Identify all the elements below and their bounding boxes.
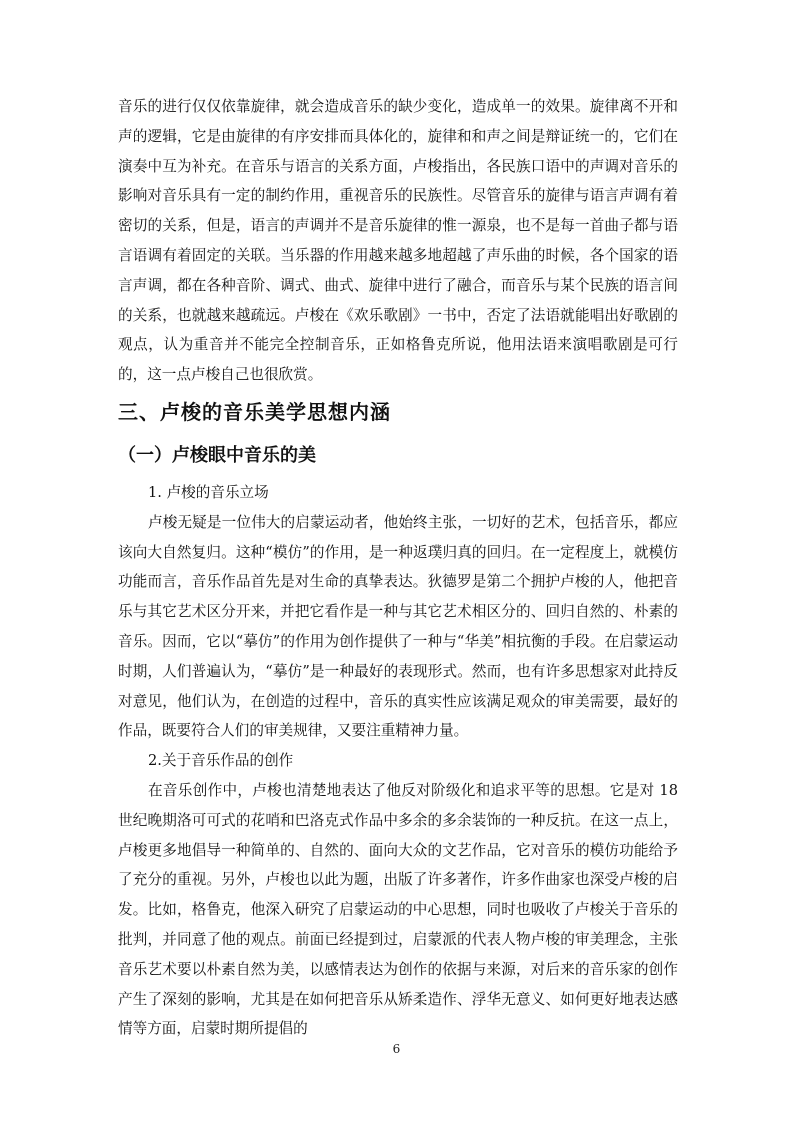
page-number: 6	[392, 1042, 401, 1056]
item2-heading: 2.关于音乐作品的创作	[148, 752, 294, 770]
item2-paragraph: 在音乐创作中，卢梭也清楚地表达了他反对阶级化和追求平等的思想。它是对 18 世纪晚期洛可可式的花哨和巴洛克式作品中多余的多余装饰的一种反抗。在这一点上，卢梭更多地倡导一种简单的、自然的、面向大众的文艺作品，它对音乐的模仿功能给予了充分的重视。另外，卢梭也以此为题，出版了许多著作，许多作曲家也深受卢梭的启发。比如，格鲁克，他深入研究了启蒙运动的中心思想，同时也吸收了卢梭关于音乐的批判，并同意了他的观点。前面已经提到过，启蒙派的代表人物卢梭的审美理念，主张音乐艺术要以朴素自然为美，以感情表达为创作的依据与来源，对后来的音乐家的创作产生了深刻的影响，尤其是在如何把音乐从矫柔造作、浮华无意义、如何更好地表达感情等方面，启蒙时期所提倡的	[118, 781, 678, 1038]
section-heading: 三、卢梭的音乐美学思想内涵	[118, 399, 391, 424]
subsection-heading: （一）卢梭眼中音乐的美	[118, 444, 316, 466]
item1-heading: 1. 卢梭的音乐立场	[148, 483, 269, 501]
item1-paragraph: 卢梭无疑是一位伟大的启蒙运动者，他始终主张，一切好的艺术，包括音乐，都应该向大自然复归。这种“模仿”的作用，是一种返璞归真的回归。在一定程度上，就模仿功能而言，音乐作品首先是对生命的真挚表达。狄德罗是第二个拥护卢梭的人，他把音乐与其它艺术区分开来，并把它看作是一种与其它艺术相区分的、回归自然的、朴素的音乐。因而，它以“摹仿”的作用为创作提供了一种与“华美”相抗衡的手段。在启蒙运动时期，人们普遍认为，“摹仿”是一种最好的表现形式。然而，也有许多思想家对此持反对意见，他们认为，在创造的过程中，音乐的真实性应该满足观众的审美需要，最好的作品，既要符合人们的审美规律，又要注重精神力量。	[118, 513, 678, 740]
intro-paragraph: 音乐的进行仅仅依靠旋律，就会造成音乐的缺少变化，造成单一的效果。旋律离不开和声的逻辑，它是由旋律的有序安排而具体化的，旋律和和声之间是辩证统一的，它们在演奏中互为补充。在音乐与语言的关系方面，卢梭指出，各民族口语中的声调对音乐的影响对音乐具有一定的制约作用，重视音乐的民族性。尽管音乐的旋律与语言声调有着密切的关系，但是，语言的声调并不是音乐旋律的惟一源泉，也不是每一首曲子都与语言语调有着固定的关联。当乐器的作用越来越多地超越了声乐曲的时候，各个国家的语言声调，都在各种音阶、调式、曲式、旋律中进行了融合，而音乐与某个民族的语言间的关系，也就越来越疏远。卢梭在《欢乐歌剧》一书中，否定了法语就能唱出好歌剧的观点，认为重音并不能完全控制音乐，正如格鲁克所说，他用法语来演唱歌剧是可行的，这一点卢梭自己也很欣赏。	[118, 98, 678, 384]
document-page	[118, 92, 678, 1044]
